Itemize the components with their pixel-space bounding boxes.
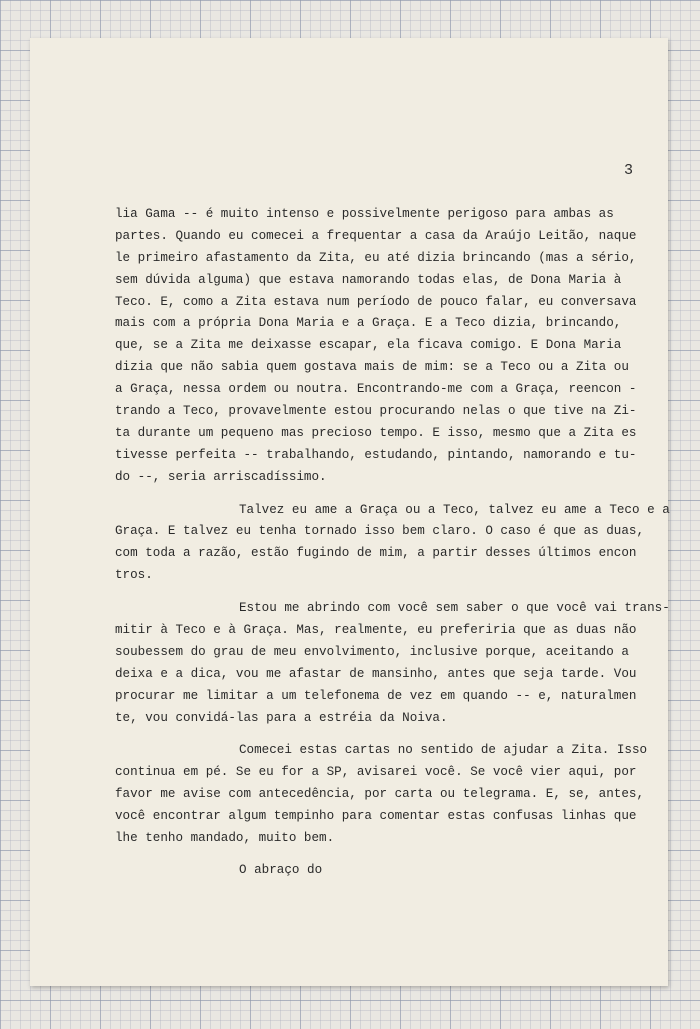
paragraph (115, 204, 647, 489)
letter-sheet (30, 38, 668, 986)
paragraph (115, 740, 647, 849)
text-line: com toda a razão, estão fugindo de mim, a partir desses últimos encon (115, 546, 637, 561)
text-line: le primeiro afastamento da Zita, eu até dizia brincando (mas a sério, (115, 250, 637, 265)
text-line: continua em pé. Se eu for a SP, avisarei você. Se você vier aqui, por (115, 765, 637, 780)
text-line: Teco. E, como a Zita estava num período de pouco falar, eu conversava (115, 294, 637, 309)
text-line: procurar me limitar a um telefonema de vez em quando -- e, naturalmen (115, 688, 637, 703)
paragraph (115, 598, 670, 729)
text-line: sem dúvida alguma) que estava namorando todas elas, de Dona Maria à (115, 272, 622, 287)
text-line: tros. (115, 568, 153, 583)
text-line: Comecei estas cartas no sentido de ajudar a Zita. Isso (239, 743, 648, 758)
text-line: ta durante um pequeno mas precioso tempo. E isso, mesmo que a Zita es (115, 425, 637, 440)
text-line: trando a Teco, provavelmente estou procurando nelas o que tive na Zi- (115, 404, 637, 419)
text-line: a Graça, nessa ordem ou noutra. Encontrando-me com a Graça, reencon - (115, 382, 637, 397)
text-line: partes. Quando eu comecei a frequentar a casa da Araújo Leitão, naque (115, 228, 637, 243)
paragraph-gap (115, 489, 647, 500)
page-number: 3 (624, 162, 634, 179)
text-line: te, vou convidá-las para a estréia da Noiva. (115, 710, 448, 725)
text-line: lhe tenho mandado, muito bem. (115, 831, 335, 846)
text-line: Talvez eu ame a Graça ou a Teco, talvez eu ame a Teco e a (239, 502, 670, 517)
text-line: você encontrar algum tempinho para comentar estas confusas linhas que (115, 809, 637, 824)
text-line: mais com a própria Dona Maria e a Graça. E a Teco dizia, brincando, (115, 316, 622, 331)
text-line: favor me avise com antecedência, por carta ou telegrama. E, se, antes, (115, 787, 645, 802)
text-line: dizia que não sabia quem gostava mais de mim: se a Teco ou a Zita ou (115, 360, 629, 375)
text-line: mitir à Teco e à Graça. Mas, realmente, eu preferiria que as duas não (115, 623, 637, 638)
letter-body (115, 204, 670, 882)
paragraph-gap (115, 587, 647, 598)
closing-gap (115, 850, 647, 860)
closing-line: O abraço do (239, 862, 323, 877)
text-line: do --, seria arriscadíssimo. (115, 469, 327, 484)
text-line: Estou me abrindo com você sem saber o que você vai trans- (239, 601, 670, 616)
paragraph (115, 500, 670, 588)
text-line: tivesse perfeita -- trabalhando, estudando, pintando, namorando e tu- (115, 447, 637, 462)
text-line: soubessem do grau de meu envolvimento, inclusive porque, aceitando a (115, 644, 629, 659)
paragraph-gap (115, 729, 647, 740)
text-line: que, se a Zita me deixasse escapar, ela ficava comigo. E Dona Maria (115, 338, 622, 353)
text-line: lia Gama -- é muito intenso e possivelmente perigoso para ambas as (115, 207, 614, 221)
text-line: deixa e a dica, vou me afastar de mansinho, antes que seja tarde. Vou (115, 666, 637, 681)
text-line: Graça. E talvez eu tenha tornado isso bem claro. O caso é que as duas, (115, 524, 645, 539)
